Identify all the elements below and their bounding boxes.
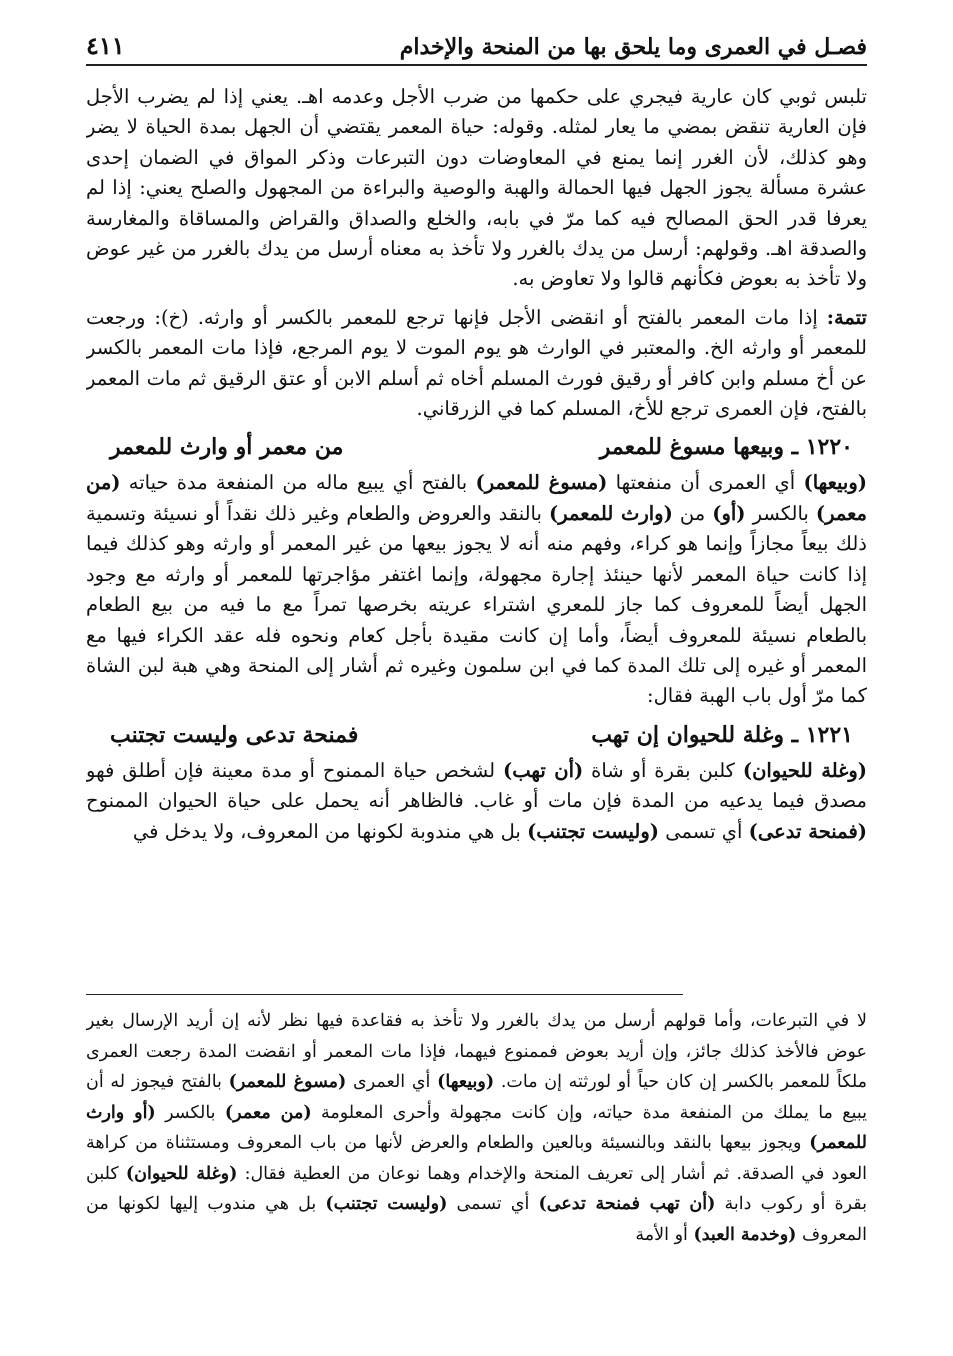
quoted-term: (فمنحة تدعى)	[748, 819, 867, 843]
footnote-text: أي العمرى	[346, 1072, 438, 1092]
commentary-text: كلبن بقرة أو شاة	[583, 758, 743, 782]
quoted-term: (وليست تجتنب)	[527, 819, 660, 843]
quoted-term: (وليست تجتنب)	[325, 1194, 448, 1214]
tatimma-text: إذا مات المعمر بالفتح أو انقضى الأجل فإنها ترجع للمعمر بالكسر أو وارثه. (خ): ورجعت للمعمر أو وارثه الخ. والمعتبر في الوارث هو يوم الموت لا يوم المرجع، فإذا مات المعمر بالكسر عن أخ مسلم وابن كافر أو رقيق فورث المسلم أخاه ثم أسلم الابن أو عتق الرقيق ثم مات المعمر بالفتح، فإن العمرى ترجع للأخ، المسلم كما في الزرقاني.	[86, 305, 867, 421]
main-text	[86, 82, 867, 982]
verse-hemistich-second: فمنحة تدعى وليست تجتنب	[110, 721, 359, 748]
quoted-term: (أو وارث للمعمر)	[86, 1102, 867, 1153]
verse-hemistich-first: ١٢٢١ ـ وغلة للحيوان إن تهب	[591, 721, 853, 748]
footnote-text: كلبن بقرة أو ركوب دابة	[86, 1163, 867, 1214]
commentary-text: بالفتح أي يبيع ماله من المنفعة مدة حياته	[120, 471, 476, 495]
quoted-term: (من معمر)	[224, 1102, 312, 1123]
paragraph: تلبس ثوبي كان عارية فيجري على حكمها من ضرب الأجل وعدمه اهـ. يعني إذا لم يضرب الأجل فإن العارية تنقض بمضي ما يعار لمثله. وقوله: حياة المعمر يقتضي أن الجهل بمدة الحياة لا يضر وهو كذلك، لأن الغرر إنما يمنع في المعاوضات دون التبرعات وذكر المواق في الضمان إحدى عشرة مسألة يجوز الجهل فيها الحمالة والهبة والوصية والبراءة من المجهول والصلح يعني: إذا لم يعرفا قدر الحق المصالح فيه كما مرّ في بابه، والخلع والصداق والقراض والمساقاة والمغارسة والصدقة اهـ. وقولهم: أرسل من يدك بالغرر ولا تأخذ به معناه أرسل من يدك بالغرر من غير عوض ولا تأخذ به بعوض فكأنهم قالوا ولا تعاوض به.	[86, 85, 867, 291]
footnote-paragraph	[86, 1006, 867, 1250]
footnote-text: بالفتح فيجوز له أن يبيع ما يملك من المنفعة مدة حياته، وإن كانت مجهولة وأحرى المعلومة	[86, 1072, 867, 1123]
commentary-text: من	[672, 501, 713, 525]
quoted-term: (وارث للمعمر)	[548, 501, 673, 525]
verse-hemistich-first: ١٢٢٠ ـ وبيعها مسوغ للمعمر	[599, 434, 853, 461]
quoted-term: (وخدمة العبد)	[693, 1224, 797, 1245]
verse-1220	[86, 424, 867, 468]
commentary-text: لشخص حياة الممنوح أو مدة معينة فإن أطلق فهو مصدق فيما يدعيه من المدة فإن مات أو غاب. فالظاهر أنه يحمل على حياة الحيوان الممنوح	[86, 758, 867, 813]
verse-1221	[86, 712, 867, 756]
page-header	[86, 22, 867, 66]
footnote-text: ويجوز بيعها بالنقد وبالنسيئة وبالعين والطعام والعرض لأنها من باب المعروف ومستثناة من كراهة العود في الصدقة. ثم أشار إلى تعريف المنحة والإخدام وهما نوعان من العطية فقال:	[86, 1133, 867, 1184]
footnote-text: لا في التبرعات، وأما قولهم أرسل من يدك بالغرر ولا تأخذ به فقاعدة فيها نظر لأنه إن أريد الإرسال بغير عوض فالأخذ كذلك جائز، وإن أريد بعوض فممنوع فيهما، فإذا مات المعمر أو انقضت المدة رجعت العمرى ملكاً للمعمر بالكسر إن كان حياً أو لورثته إن مات.	[86, 1011, 867, 1092]
commentary-text: بالنقد والعروض والطعام وغير ذلك نقداً أو نسيئة وتسمية ذلك بيعاً مجازاً وإنما هو كراء، وفهم منه أنه لا يجوز بيعها من غير المعمر أو وارثه وهو كذلك فيما إذا كانت حياة المعمر لأنها حينئذ إجارة مجهولة، وإنما اغتفر مؤاجرتها للمعمر أو وارثه مع وجود الجهل أيضاً للمعروف كما جاز للمعري اشتراء عريته بخرصها تمراً مع ما فيه من بيع الطعام بالطعام نسيئة للمعروف أيضاً، وأما إن كانت مقيدة بأجل كعام ونحوه فله عقد الكراء فيها مع المعمر أو غيره إلى تلك المدة كما في ابن سلمون وغيره ثم أشار إلى المنحة وهي هبة لبن الشاة كما مرّ أول باب الهبة فقال:	[86, 501, 867, 708]
footnote-text: بل هي مندوب إليها لكونها من المعروف	[86, 1194, 867, 1245]
quoted-term: (مسوغ للمعمر)	[475, 471, 608, 495]
commentary-text: بالكسر	[745, 501, 816, 525]
page-number: ٤١١	[86, 31, 125, 60]
quoted-term: (أو)	[712, 501, 746, 525]
commentary-text: أي العمرى أن منفعتها	[607, 471, 804, 495]
footnote-section	[86, 1006, 867, 1336]
footnote-text: بالكسر	[155, 1102, 225, 1123]
footnote-divider	[86, 994, 683, 995]
quoted-term: (وبيعها)	[803, 471, 867, 495]
verse-hemistich-second: من معمر أو وارث للمعمر	[110, 434, 344, 461]
quoted-term: (أن تهب)	[502, 758, 584, 782]
chapter-title: فصـل في العمرى وما يلحق بها من المنحة والإخدام	[399, 34, 867, 60]
footnote-text: أي تسمى	[447, 1194, 539, 1214]
quoted-term: (من معمر)	[86, 471, 867, 525]
commentary-paragraph	[86, 756, 867, 847]
quoted-term: (مسوغ للمعمر)	[228, 1072, 347, 1092]
tatimma-label: تتمة:	[826, 305, 867, 329]
quoted-term: (وغلة للحيوان)	[125, 1163, 238, 1184]
commentary-paragraph	[86, 468, 867, 711]
quoted-term: (وبيعها)	[437, 1072, 495, 1092]
footnote-text: أو الأمة	[635, 1224, 694, 1245]
quoted-term: (وغلة للحيوان)	[742, 758, 867, 782]
commentary-text: أي تسمى	[659, 819, 749, 843]
tatimma-paragraph	[86, 303, 867, 425]
commentary-text: بل هي مندوبة لكونها من المعروف، ولا يدخل في	[132, 819, 528, 843]
quoted-term: (أن تهب فمنحة تدعى)	[538, 1194, 716, 1214]
